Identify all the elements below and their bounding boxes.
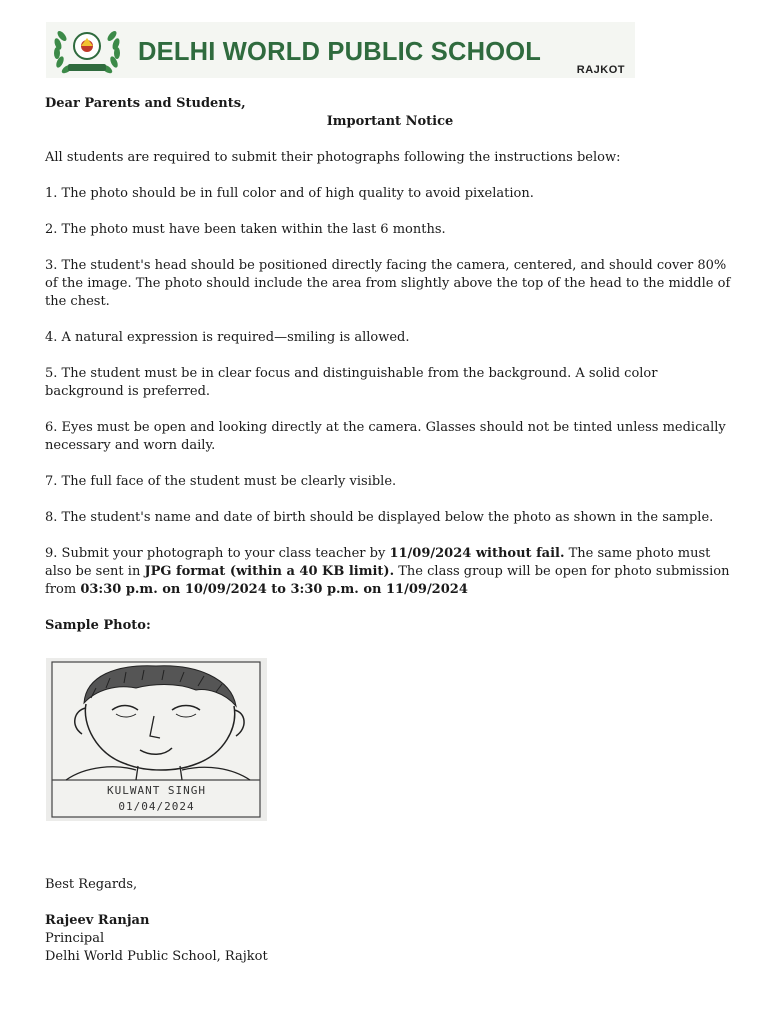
school-logo-icon bbox=[48, 22, 126, 78]
instruction-item: 1. The photo should be in full color and of high quality to avoid pixelation. bbox=[45, 186, 534, 201]
submission-text: The class group will be open for photo submission from bbox=[45, 564, 730, 597]
closing-block bbox=[45, 876, 645, 966]
notice-intro: All students are required to submit their photographs following the instructions below: bbox=[45, 150, 621, 165]
instruction-item-submission bbox=[45, 545, 735, 599]
instruction-item: 7. The full face of the student must be clearly visible. bbox=[45, 474, 397, 489]
school-city: RAJKOT bbox=[576, 64, 625, 76]
instruction-item: 8. The student's name and date of birth should be displayed below the photo as shown in the sample. bbox=[45, 510, 714, 525]
instruction-item: 2. The photo must have been taken within the last 6 months. bbox=[45, 222, 446, 237]
submission-text: The same photo must also be sent in bbox=[45, 546, 711, 579]
submission-text: 9. Submit your photograph to your class teacher by bbox=[45, 546, 390, 561]
sample-photo bbox=[46, 658, 267, 821]
signer-role: Principal bbox=[45, 931, 105, 946]
sample-photo-name: KULWANT SINGH bbox=[106, 784, 207, 797]
sample-photo-dob: 01/04/2024 bbox=[118, 800, 195, 813]
school-name: DELHI WORLD PUBLIC SCHOOL bbox=[138, 38, 542, 66]
sample-photo-label: Sample Photo: bbox=[45, 618, 151, 633]
salutation: Dear Parents and Students, bbox=[45, 96, 246, 111]
signer-name: Rajeev Ranjan bbox=[45, 913, 150, 928]
closing-spacer bbox=[45, 894, 645, 912]
closing-regards: Best Regards, bbox=[45, 877, 138, 892]
instruction-item: 4. A natural expression is required—smiling is allowed. bbox=[45, 330, 410, 345]
instruction-item: 3. The student's head should be positioned directly facing the camera, centered, and should cover 80% of the image. The photo should include the area from slightly above the top of the head to the middle of the chest. bbox=[45, 258, 731, 309]
submission-format: JPG format (within a 40 KB limit). bbox=[144, 564, 395, 579]
notice-title: Important Notice bbox=[326, 114, 454, 129]
letterhead bbox=[46, 22, 635, 78]
submission-window: 03:30 p.m. on 10/09/2024 to 3:30 p.m. on 11/09/2024 bbox=[80, 582, 468, 597]
notice-body bbox=[45, 95, 735, 653]
instruction-item: 5. The student must be in clear focus and distinguishable from the background. A solid color background is preferred. bbox=[45, 366, 658, 399]
instruction-item: 6. Eyes must be open and looking directly at the camera. Glasses should not be tinted unless medically necessary and worn daily. bbox=[45, 420, 726, 453]
submission-deadline: 11/09/2024 without fail. bbox=[389, 546, 565, 561]
signer-organization: Delhi World Public School, Rajkot bbox=[45, 949, 268, 964]
